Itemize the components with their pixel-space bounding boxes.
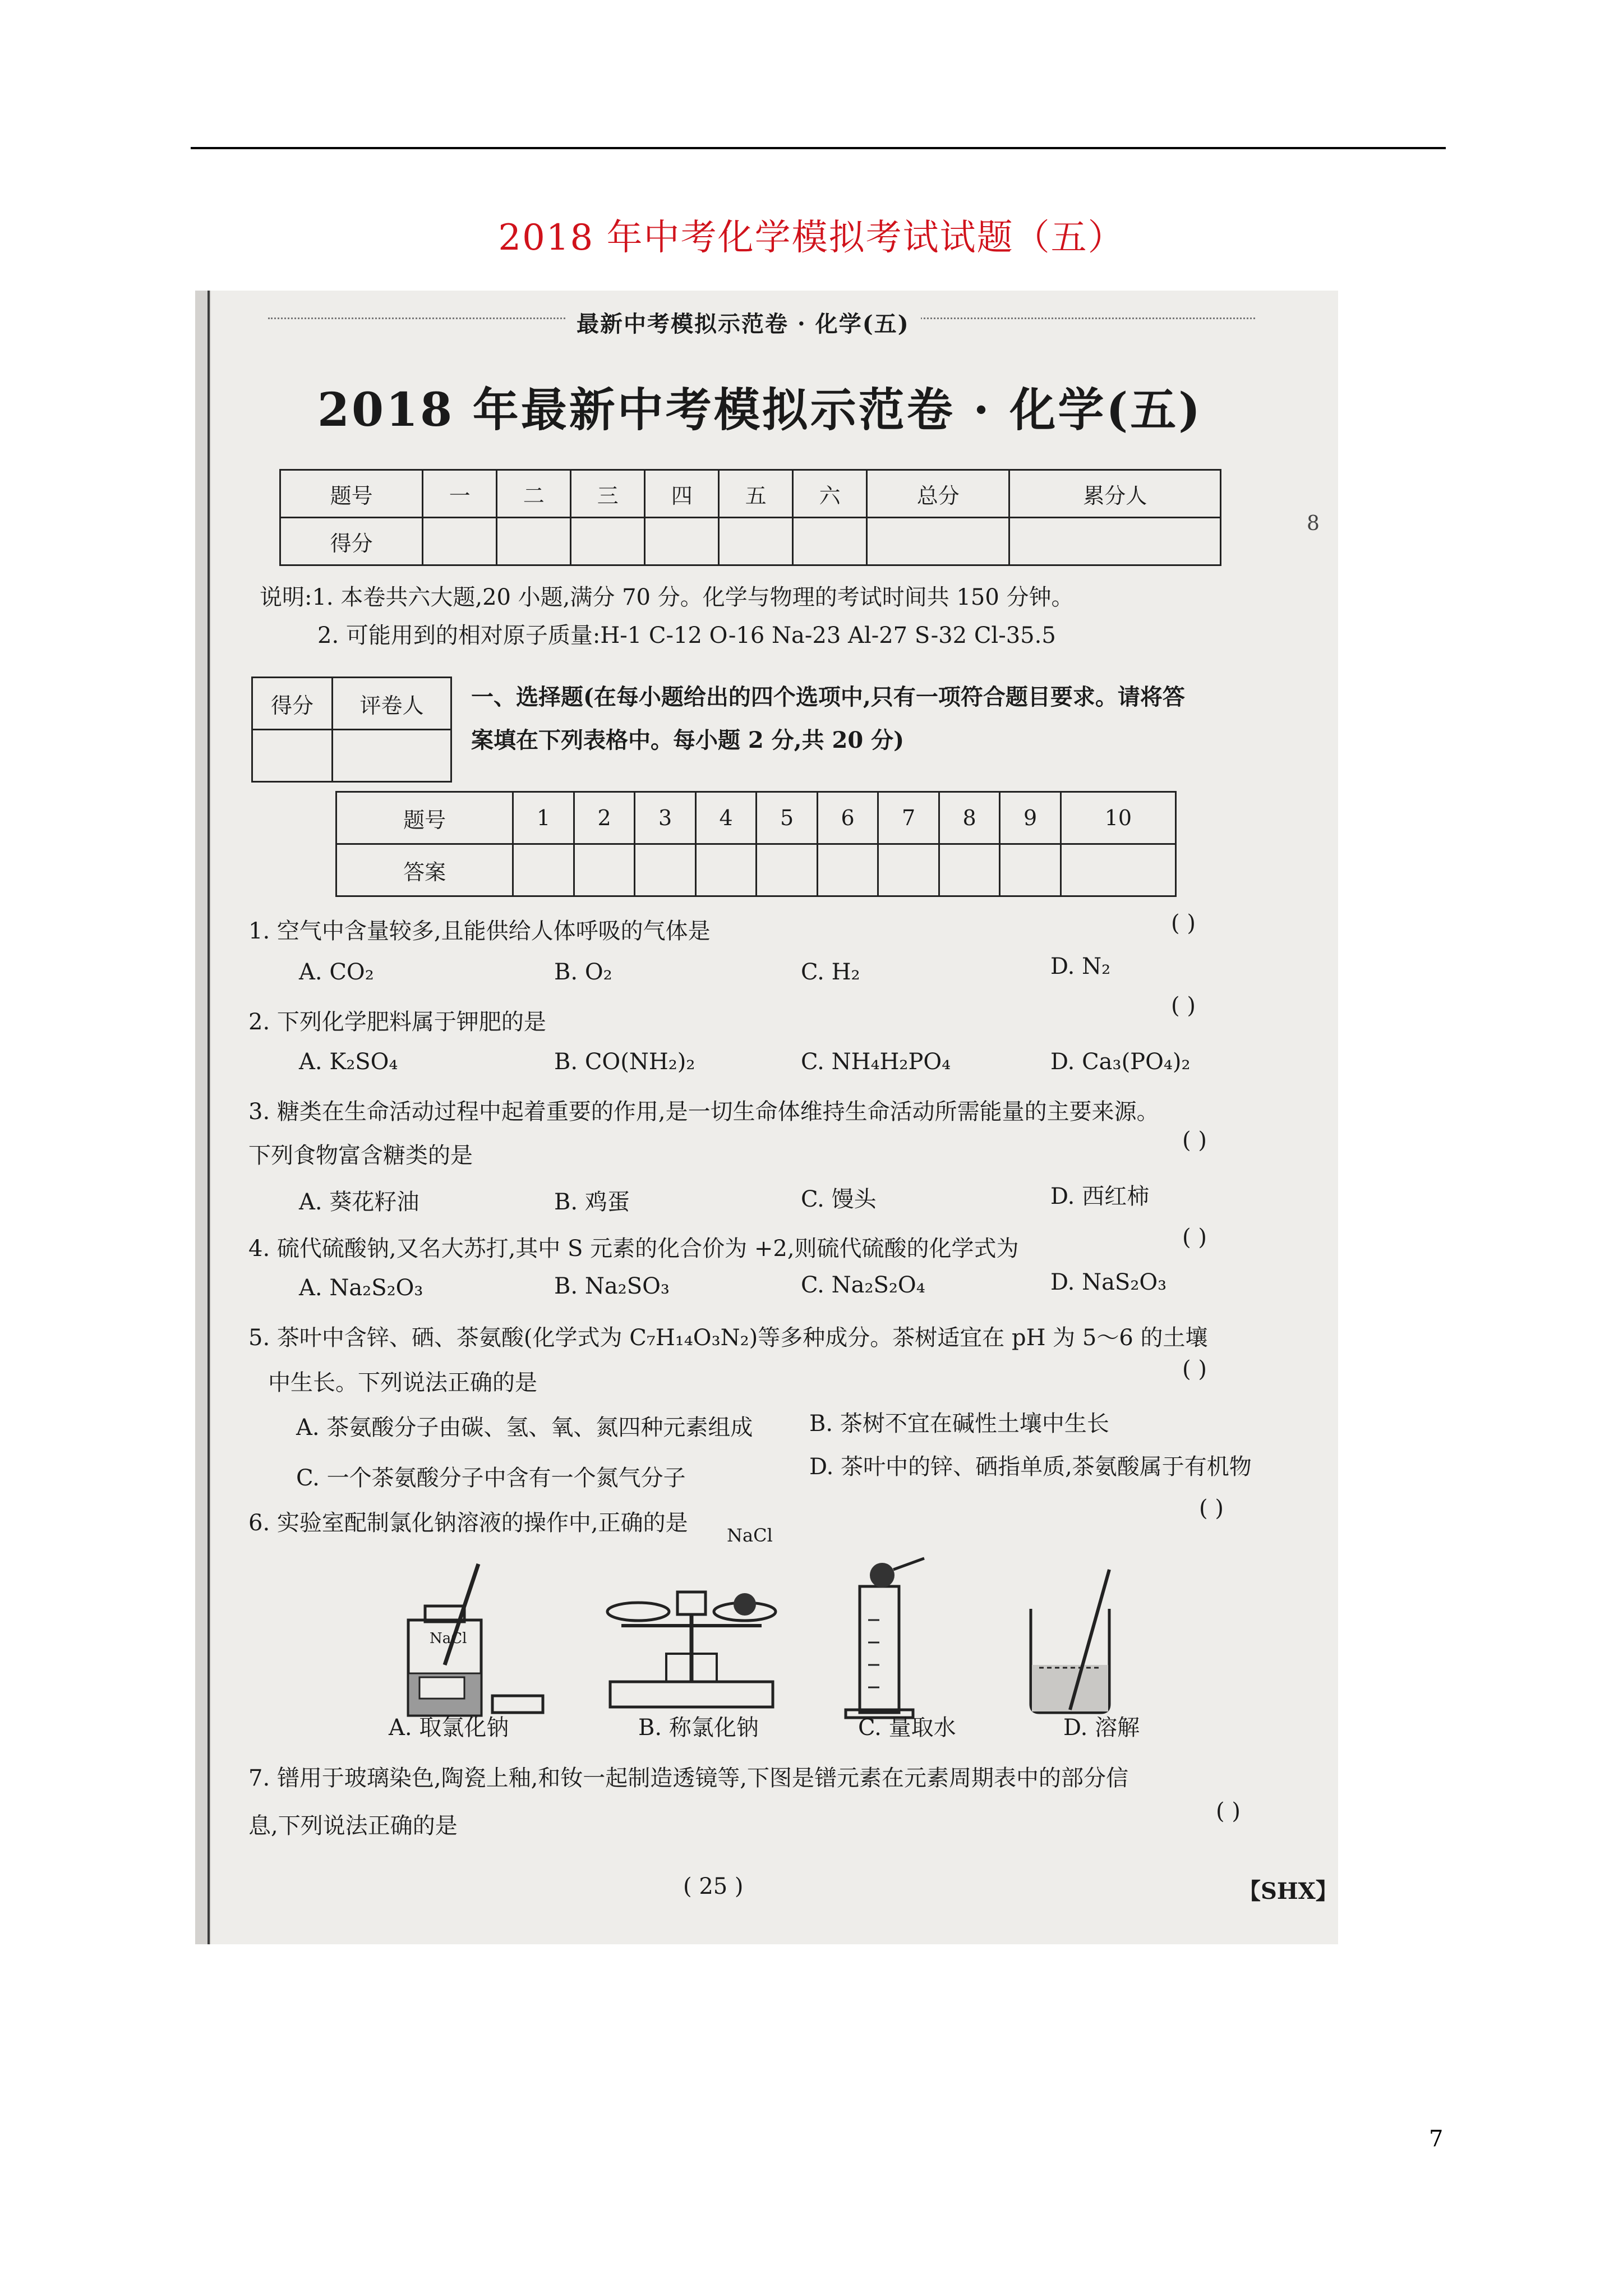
answer-blank[interactable]	[878, 844, 939, 896]
answer-label: 答案	[336, 844, 513, 896]
graduated-cylinder-figure	[812, 1553, 947, 1721]
answer-cell: 7	[878, 792, 939, 844]
grader-score-blank[interactable]	[252, 730, 333, 782]
intro-line-1: 说明:1. 本卷共六大题,20 小题,满分 70 分。化学与物理的考试时间共 150 分钟。	[260, 585, 1074, 610]
answer-cell: 1	[513, 792, 574, 844]
answer-cell: 5	[757, 792, 818, 844]
edge-mark: 8	[1307, 512, 1320, 535]
figure-a-label: A. 取氯化钠	[389, 1715, 509, 1741]
option-c: C. 馒头	[801, 1186, 877, 1212]
figure-d-label: D. 溶解	[1063, 1715, 1140, 1741]
option-d: D. 茶叶中的锌、硒指单质,茶氨酸属于有机物	[809, 1454, 1252, 1480]
question-6-stem: 6. 实验室配制氯化钠溶液的操作中,正确的是	[248, 1510, 688, 1536]
grader-label: 评卷人	[333, 678, 451, 730]
score-cell: 累分人	[1009, 470, 1221, 518]
answer-paren: ( )	[1182, 1356, 1207, 1382]
bottle-spoon-figure	[386, 1553, 554, 1721]
page-number: 7	[1429, 2126, 1444, 2152]
section1-heading-cont: 案填在下列表格中。每小题 2 分,共 20 分)	[471, 727, 905, 753]
beaker-figure	[997, 1553, 1143, 1721]
score-table-score-row	[280, 518, 1221, 565]
score-cell: 总分	[867, 470, 1009, 518]
answer-blank[interactable]	[513, 844, 574, 896]
option-a: A. CO₂	[299, 959, 374, 985]
option-a: A. Na₂S₂O₃	[299, 1275, 423, 1301]
score-blank[interactable]	[867, 518, 1009, 565]
option-a: A. 茶氨酸分子由碳、氢、氧、氮四种元素组成	[296, 1415, 753, 1441]
exam-code: 【SHX】	[1238, 1878, 1338, 1904]
option-c: C. NH₄H₂PO₄	[801, 1049, 951, 1075]
answer-blank[interactable]	[1000, 844, 1061, 896]
answer-cell: 8	[939, 792, 1000, 844]
section1-heading: 一、选择题(在每小题给出的四个选项中,只有一项符合题目要求。请将答	[471, 684, 1185, 710]
option-c: C. 一个茶氨酸分子中含有一个氮气分子	[296, 1465, 686, 1491]
option-b: B. CO(NH₂)₂	[554, 1049, 695, 1075]
option-a: A. K₂SO₄	[299, 1049, 398, 1075]
answer-blank[interactable]	[1061, 844, 1175, 896]
score-blank[interactable]	[719, 518, 793, 565]
answer-blank[interactable]	[695, 844, 757, 896]
top-rule	[191, 147, 1446, 149]
answer-paren: ( )	[1171, 993, 1196, 1019]
question-7-stem: 7. 镨用于玻璃染色,陶瓷上釉,和钕一起制造透镜等,下图是镨元素在元素周期表中的部分信	[248, 1765, 1129, 1791]
answer-cell: 4	[695, 792, 757, 844]
score-cell: 题号	[280, 470, 423, 518]
answer-paren: ( )	[1182, 1225, 1207, 1250]
score-blank[interactable]	[497, 518, 571, 565]
score-cell: 四	[645, 470, 719, 518]
option-c: C. H₂	[801, 959, 860, 985]
score-cell: 五	[719, 470, 793, 518]
question-5-stem: 5. 茶叶中含锌、硒、茶氨酸(化学式为 C₇H₁₄O₃N₂)等多种成分。茶树适宜在 pH 为 5～6 的土壤	[248, 1325, 1208, 1351]
exam-header: 最新中考模拟示范卷 · 化学(五)	[565, 306, 921, 338]
exam-photo	[195, 291, 1338, 1944]
exam-title: 2018 年最新中考模拟示范卷 · 化学(五)	[317, 383, 1202, 437]
nacl-label: NaCl	[727, 1525, 773, 1546]
grader-blank[interactable]	[333, 730, 451, 782]
answer-cell: 3	[635, 792, 696, 844]
question-3-stem: 3. 糖类在生命活动过程中起着重要的作用,是一切生命体维持生命活动所需能量的主要来源。	[248, 1099, 1159, 1125]
answer-cell: 10	[1061, 792, 1175, 844]
score-label: 得分	[280, 518, 423, 565]
grader-table	[251, 677, 452, 783]
score-cell: 三	[571, 470, 645, 518]
answer-paren: ( )	[1171, 910, 1196, 936]
answer-blank[interactable]	[574, 844, 635, 896]
question-5-stem-cont: 中生长。下列说法正确的是	[268, 1370, 537, 1396]
grader-score-label: 得分	[252, 678, 333, 730]
answer-paren: ( )	[1216, 1798, 1241, 1824]
answer-table	[335, 791, 1177, 897]
answer-cell: 2	[574, 792, 635, 844]
score-table-header-row	[280, 470, 1221, 518]
answer-blank[interactable]	[635, 844, 696, 896]
score-blank[interactable]	[423, 518, 497, 565]
option-d: D. 西红柿	[1050, 1184, 1150, 1209]
option-d: D. NaS₂O₃	[1050, 1269, 1167, 1295]
score-blank[interactable]	[571, 518, 645, 565]
score-blank[interactable]	[793, 518, 867, 565]
balance-figure	[599, 1553, 784, 1721]
option-b: B. O₂	[554, 959, 612, 985]
question-3-stem-cont: 下列食物富含糖类的是	[248, 1143, 473, 1168]
option-b: B. 茶树不宜在碱性土壤中生长	[809, 1411, 1109, 1437]
answer-blank[interactable]	[939, 844, 1000, 896]
score-blank[interactable]	[1009, 518, 1221, 565]
nacl-bottle-label: NaCl	[430, 1630, 467, 1647]
answer-blank[interactable]	[757, 844, 818, 896]
answer-paren: ( )	[1199, 1496, 1224, 1521]
answer-blank[interactable]	[817, 844, 878, 896]
option-d: D. Ca₃(PO₄)₂	[1050, 1049, 1191, 1075]
option-d: D. N₂	[1050, 954, 1111, 979]
score-cell: 六	[793, 470, 867, 518]
question-7-stem-cont: 息,下列说法正确的是	[248, 1813, 458, 1839]
score-table	[279, 469, 1221, 566]
answer-paren: ( )	[1182, 1128, 1207, 1153]
intro-line-2: 2. 可能用到的相对原子质量:H-1 C-12 O-16 Na-23 Al-27 S-32 Cl-35.5	[317, 623, 1056, 648]
question-4-stem: 4. 硫代硫酸钠,又名大苏打,其中 S 元素的化合价为 +2,则硫代硫酸的化学式为	[248, 1236, 1019, 1262]
question-2-stem: 2. 下列化学肥料属于钾肥的是	[248, 1009, 546, 1035]
answer-cell: 题号	[336, 792, 513, 844]
score-cell: 二	[497, 470, 571, 518]
question-1-stem: 1. 空气中含量较多,且能供给人体呼吸的气体是	[248, 918, 711, 944]
figure-b-label: B. 称氯化钠	[638, 1715, 759, 1741]
option-c: C. Na₂S₂O₄	[801, 1272, 925, 1298]
exam-page-number: ( 25 )	[683, 1874, 744, 1899]
option-b: B. 鸡蛋	[554, 1189, 630, 1215]
answer-cell: 6	[817, 792, 878, 844]
binding-line	[208, 291, 210, 1944]
figure-c-label: C. 量取水	[858, 1715, 956, 1741]
answer-cell: 9	[1000, 792, 1061, 844]
score-cell: 一	[423, 470, 497, 518]
option-b: B. Na₂SO₃	[554, 1273, 670, 1299]
score-blank[interactable]	[645, 518, 719, 565]
document-title: 2018 年中考化学模拟考试试题（五）	[498, 217, 1125, 259]
option-a: A. 葵花籽油	[299, 1189, 419, 1215]
